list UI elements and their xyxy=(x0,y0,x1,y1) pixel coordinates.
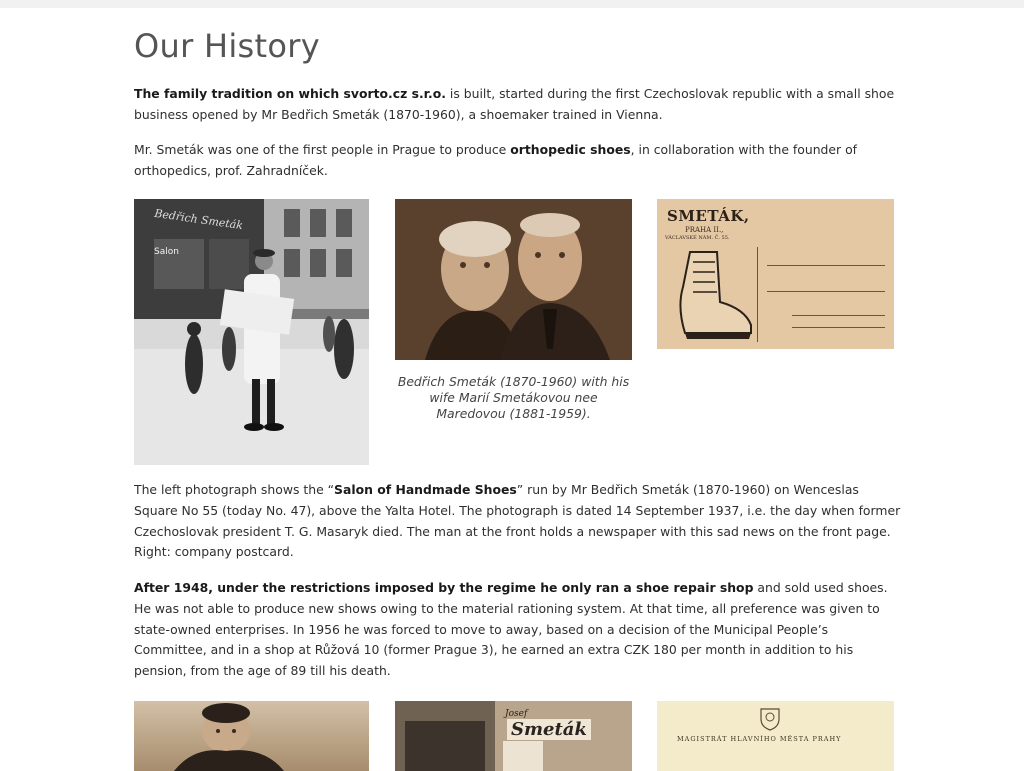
salon-bold: Salon of Handmade Shoes xyxy=(334,482,517,497)
postcard-address-line xyxy=(792,315,885,316)
municipal-document-image xyxy=(657,701,894,771)
man-portrait-photo xyxy=(134,701,369,771)
couple-portrait-photo xyxy=(395,199,632,360)
intro-bold: The family tradition on which svorto.cz s.r.o. xyxy=(134,86,446,101)
couple-portrait-illustration xyxy=(395,199,632,360)
document-header: MAGISTRÁT HLAVNÍHO MĚSTA PRAHY xyxy=(677,735,842,743)
intro-paragraph xyxy=(134,84,904,126)
shop-sign-first-name: Josef xyxy=(505,709,528,719)
postcard-address: VÁCLAVSKÉ NÁM. Č. 55. xyxy=(665,235,730,241)
after-1948-bold: After 1948, under the restrictions imposed by the regime he only ran a shoe repair shop xyxy=(134,580,754,595)
salon-text-before: The left photograph shows the “ xyxy=(134,482,335,497)
orthopedic-text-before: Mr. Smeták was one of the first people in Prague to produce xyxy=(134,142,511,157)
orthopedic-bold: orthopedic shoes xyxy=(510,142,631,157)
page-title: Our History xyxy=(134,27,320,65)
crest-icon xyxy=(759,705,781,731)
salon-paragraph xyxy=(134,480,904,563)
top-bar xyxy=(0,0,1024,8)
postcard-address-line xyxy=(792,327,885,328)
man-portrait-illustration xyxy=(134,701,369,771)
postcard-divider xyxy=(757,247,758,342)
postcard-address-line xyxy=(767,265,885,266)
orthopedic-text-after: , in collaboration with the founder of orthopedics, prof. Zahradníček. xyxy=(134,142,858,178)
salon-street-photo xyxy=(134,199,369,465)
postcard-title: SMETÁK, xyxy=(667,207,750,225)
boot-illustration xyxy=(665,247,755,342)
portrait-caption: Bedřich Smeták (1870-1960) with his wife Marií Smetákovou nee Maredovou (1881-1959). xyxy=(397,374,630,421)
shop-sign-last-name: Smeták xyxy=(507,719,591,740)
after-1948-text: and sold used shoes. He was not able to produce new shows owing to the material rationing system. At that time, all preference was given to state-owned enterprises. In 1956 he was forced to move to away, based on a decision of the Municipal People’s Committee, and in a shop at Růžová 10 (former Prague 3), he earned an extra CZK 180 per month in addition to his pension, from the age of 89 till his death. xyxy=(134,580,888,679)
main-content xyxy=(134,26,901,743)
postcard-city: PRAHA II., xyxy=(685,226,724,234)
josef-smetak-shop-photo xyxy=(395,701,632,771)
intro-text: is built, started during the first Czechoslovak republic with a small shoe business opened by Mr Bedřich Smeták (1870-1960), a shoemaker trained in Vienna. xyxy=(134,86,895,122)
orthopedic-paragraph xyxy=(134,140,904,182)
salon-street-illustration xyxy=(134,199,369,465)
salon-window-text: Salon xyxy=(154,247,179,257)
salon-sign-text: Bedřich Smeták xyxy=(153,206,244,233)
salon-text-after: ” run by Mr Bedřich Smeták (1870-1960) on Wenceslas Square No 55 (today No. 47), above the Yalta Hotel. The photograph is dated 14 September 1937, i.e. the day when former Czechoslovak president T. G. Masaryk died. The man at the front holds a newspaper with this sad news on the front page. Right: company postcard. xyxy=(134,482,901,560)
company-postcard-image xyxy=(657,199,894,349)
postcard-address-line xyxy=(767,291,885,292)
after-1948-paragraph xyxy=(134,578,904,682)
